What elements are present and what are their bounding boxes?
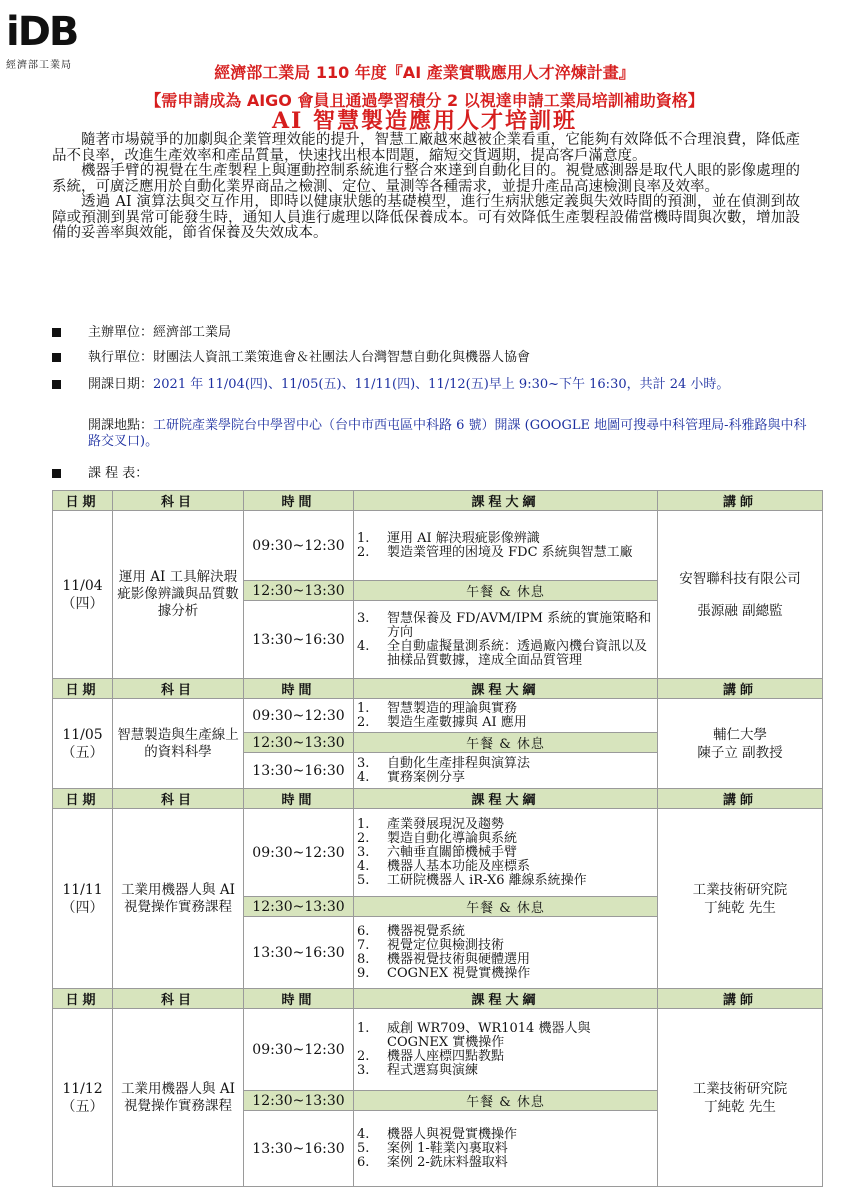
outline-item — [357, 716, 654, 730]
instructor-name: 張源融 副總監 — [697, 602, 783, 619]
header-instructor: 講師 — [658, 789, 823, 809]
afternoon-time: 13:30~16:30 — [244, 601, 354, 679]
header-date: 日期 — [53, 789, 113, 809]
session-instructor — [658, 699, 823, 789]
weekday-text: （四） — [61, 899, 104, 916]
instructor-org: 工業技術研究院 — [692, 1080, 788, 1097]
outline-number: 3. — [357, 844, 370, 860]
logo-mark: iDB — [6, 9, 78, 55]
session-instructor — [658, 1009, 823, 1187]
executor-label: 執行單位： — [88, 350, 154, 365]
table-header-row — [53, 491, 823, 511]
outline-item — [357, 757, 654, 771]
location-value: 工研院產業學院台中學習中心（台中市西屯區中科路 6 號）開課 (GOOGLE 地圖可搜尋中科管理局-科雅路與中科路交叉口)。 — [88, 418, 807, 449]
outline-text: 機器視覺技術與硬體選用 — [387, 951, 531, 967]
header-instructor: 講師 — [658, 491, 823, 511]
dates-label: 開課日期： — [88, 377, 154, 392]
program-title: 經濟部工業局 110 年度『AI 產業實戰應用人才淬煉計畫』 — [214, 63, 635, 82]
weekday-text: （五） — [61, 744, 104, 761]
header-date: 日期 — [53, 989, 113, 1009]
outline-number: 4. — [357, 769, 370, 785]
instructor-org: 輔仁大學 — [713, 726, 767, 743]
outline-text: 智慧保養及 FD/AVM/IPM 系統的實施策略和方向 — [387, 610, 652, 640]
outline-number: 1. — [357, 530, 370, 546]
outline-text: 全自動虛擬量測系統：透過廠內機台資訊以及抽樣品質數據，達成全面品質管理 — [387, 638, 648, 668]
date-text: 11/12 — [62, 1080, 103, 1097]
outline-text: 機器人基本功能及座標系 — [387, 858, 531, 874]
date-text: 11/04 — [62, 577, 103, 594]
outline-number: 2. — [357, 544, 370, 560]
date-text: 11/11 — [62, 881, 103, 898]
lunch-time: 12:30~13:30 — [244, 733, 354, 753]
header-subject: 科目 — [113, 989, 244, 1009]
intro-paragraph: 透過 AI 演算法與交互作用，即時以健康狀態的基礎模型，進行生病狀態定義與失效時間的預測，並在偵測到故障或預測到異常可能發生時，通知人員進行處理以降低保養成本。可有效降低生產製程設備當機時間與次數，增加設備的妥善率與效能，節省保養及失效成本。 — [52, 194, 800, 241]
outline-number: 4. — [357, 858, 370, 874]
outline-item — [357, 1128, 654, 1142]
outline-number: 4. — [357, 638, 370, 654]
intro-text — [52, 133, 800, 242]
instructor-name: 陳子立 副教授 — [697, 744, 783, 761]
outline-number: 6. — [357, 1154, 370, 1170]
outline-text: 案例 1-鞋業內裏取料 — [387, 1140, 508, 1156]
afternoon-outline — [354, 917, 658, 989]
morning-time: 09:30~12:30 — [244, 809, 354, 897]
schedule-heading: 課 程 表： — [88, 466, 149, 481]
header-time: 時間 — [244, 989, 354, 1009]
outline-number: 2. — [357, 1048, 370, 1064]
outline-text: 機器視覺系統 — [387, 923, 466, 939]
lunch-time: 12:30~13:30 — [244, 581, 354, 601]
outline-text: 視覺定位與檢測技術 — [387, 937, 505, 953]
dates-value: 2021 年 11/04(四)、11/05(五)、11/11(四)、11/12(五)早上 9:30~下午 16:30，共計 24 小時。 — [153, 377, 730, 392]
morning-outline — [354, 1009, 658, 1091]
organizer-value: 經濟部工業局 — [153, 325, 232, 340]
outline-number: 4. — [357, 1126, 370, 1142]
session-subject: 工業用機器人與 AI 視覺操作實務課程 — [113, 1009, 244, 1187]
outline-text: 機器人與視覺實機操作 — [387, 1126, 518, 1142]
outline-item — [357, 939, 654, 953]
session-date — [53, 1009, 113, 1187]
square-bullet-icon — [52, 469, 61, 478]
outline-item — [357, 1064, 654, 1078]
lunch-label: 午餐 & 休息 — [354, 581, 658, 601]
morning-outline — [354, 511, 658, 581]
outline-item — [357, 1156, 654, 1170]
outline-number: 3. — [357, 755, 370, 771]
outline-item — [357, 640, 654, 668]
outline-number: 6. — [357, 923, 370, 939]
outline-text: 實務案例分享 — [387, 769, 466, 785]
header-outline: 課程大綱 — [354, 679, 658, 699]
morning-time: 09:30~12:30 — [244, 1009, 354, 1091]
outline-item — [357, 967, 654, 981]
outline-item — [357, 532, 654, 546]
morning-time: 09:30~12:30 — [244, 699, 354, 733]
session-am-row — [53, 809, 823, 897]
lunch-label: 午餐 & 休息 — [354, 1091, 658, 1111]
header-instructor: 講師 — [658, 989, 823, 1009]
header-date: 日期 — [53, 679, 113, 699]
square-bullet-icon — [52, 328, 61, 337]
outline-text: 製造業管理的困境及 FDC 系統與智慧工廠 — [387, 544, 633, 560]
outline-number: 7. — [357, 937, 370, 953]
header-subject: 科目 — [113, 789, 244, 809]
session-date — [53, 511, 113, 679]
outline-item — [357, 860, 654, 874]
session-subject: 運用 AI 工具解決瑕疵影像辨識與品質數據分析 — [113, 511, 244, 679]
outline-number: 5. — [357, 872, 370, 888]
logo-subtitle: 經濟部工業局 — [6, 60, 72, 71]
outline-item — [357, 832, 654, 846]
outline-item — [357, 546, 654, 560]
weekday-text: （四） — [61, 595, 104, 612]
outline-text: 產業發展現況及趨勢 — [387, 816, 505, 832]
morning-outline — [354, 699, 658, 733]
outline-text: 案例 2-銑床料盤取料 — [387, 1154, 508, 1170]
session-subject: 智慧製造與生產線上的資料科學 — [113, 699, 244, 789]
square-bullet-icon — [52, 380, 61, 389]
header-outline: 課程大綱 — [354, 989, 658, 1009]
outline-item — [357, 702, 654, 716]
outline-item — [357, 846, 654, 860]
morning-time: 09:30~12:30 — [244, 511, 354, 581]
outline-text: 運用 AI 解決瑕疵影像辨識 — [387, 530, 540, 546]
outline-text: 機器人座標四點教點 — [387, 1048, 505, 1064]
session-date — [53, 809, 113, 989]
instructor-name: 丁純乾 先生 — [704, 899, 776, 916]
header-time: 時間 — [244, 679, 354, 699]
instructor-name: 丁純乾 先生 — [704, 1098, 776, 1115]
header-subject: 科目 — [113, 491, 244, 511]
outline-item — [357, 1022, 654, 1050]
instructor-org: 工業技術研究院 — [692, 881, 788, 898]
outline-number: 3. — [357, 1062, 370, 1078]
header-instructor: 講師 — [658, 679, 823, 699]
outline-number: 9. — [357, 965, 370, 981]
afternoon-outline — [354, 1111, 658, 1187]
header-outline: 課程大綱 — [354, 491, 658, 511]
afternoon-outline — [354, 753, 658, 789]
location-label: 開課地點： — [88, 418, 154, 433]
afternoon-time: 13:30~16:30 — [244, 753, 354, 789]
outline-number: 1. — [357, 700, 370, 716]
executor-value: 財團法人資訊工業策進會＆社團法人台灣智慧自動化與機器人協會 — [153, 350, 531, 365]
outline-item — [357, 874, 654, 888]
afternoon-time: 13:30~16:30 — [244, 917, 354, 989]
square-bullet-icon — [52, 353, 61, 362]
instructor-org: 安智聯科技有限公司 — [679, 570, 801, 587]
outline-number: 2. — [357, 714, 370, 730]
outline-text: 程式選寫與演練 — [387, 1062, 479, 1078]
outline-item — [357, 818, 654, 832]
outline-item — [357, 612, 654, 640]
outline-text: 六軸垂直關節機械手臂 — [387, 844, 518, 860]
course-title: AI 智慧製造應用人才培訓班 — [271, 108, 578, 134]
header-subject: 科目 — [113, 679, 244, 699]
outline-number: 5. — [357, 1140, 370, 1156]
outline-text: 製造自動化導論與系統 — [387, 830, 518, 846]
outline-text: 自動化生產排程與演算法 — [387, 755, 531, 771]
header-outline: 課程大綱 — [354, 789, 658, 809]
date-text: 11/05 — [62, 726, 103, 743]
afternoon-outline — [354, 601, 658, 679]
schedule-table — [52, 490, 823, 1187]
outline-text: COGNEX 視覺實機操作 — [387, 965, 531, 981]
session-instructor — [658, 511, 823, 679]
header-time: 時間 — [244, 789, 354, 809]
outline-number: 1. — [357, 816, 370, 832]
outline-text: 工研院機器人 iR-X6 離線系統操作 — [387, 872, 587, 888]
intro-paragraph: 隨著市場競爭的加劇與企業管理效能的提升，智慧工廠越來越被企業看重，它能夠有效降低不合理浪費，降低產品不良率，改進生產效率和產品質量，快速找出根本問題，縮短交貨週期，提高客戶滿意度。 — [52, 132, 800, 164]
outline-item — [357, 1142, 654, 1156]
outline-text: 智慧製造的理論與實務 — [387, 700, 518, 716]
table-header-row — [53, 679, 823, 699]
session-am-row — [53, 1009, 823, 1091]
afternoon-time: 13:30~16:30 — [244, 1111, 354, 1187]
outline-item — [357, 925, 654, 939]
outline-text: 製造生產數據與 AI 應用 — [387, 714, 527, 730]
header-date: 日期 — [53, 491, 113, 511]
eligibility-note: 【需申請成為 AIGO 會員且通過學習積分 2 以視達申請工業局培訓補助資格】 — [145, 91, 704, 110]
session-am-row — [53, 699, 823, 733]
header-time: 時間 — [244, 491, 354, 511]
session-instructor — [658, 809, 823, 989]
weekday-text: （五） — [61, 1098, 104, 1115]
session-subject: 工業用機器人與 AI 視覺操作實務課程 — [113, 809, 244, 989]
outline-text: 威創 WR709、WR1014 機器人與 COGNEX 實機操作 — [387, 1020, 591, 1050]
lunch-time: 12:30~13:30 — [244, 1091, 354, 1111]
outline-item — [357, 953, 654, 967]
outline-number: 3. — [357, 610, 370, 626]
outline-number: 1. — [357, 1020, 370, 1036]
session-date — [53, 699, 113, 789]
session-am-row — [53, 511, 823, 581]
intro-paragraph: 機器手臂的視覺在生產製程上與運動控制系統進行整合來達到自動化目的。視覺感測器是取代人眼的影像處理的系統，可廣泛應用於自動化業界商品之檢測、定位、量測等各種需求，並提升產品高速檢測良率及效率。 — [52, 163, 800, 195]
organizer-label: 主辦單位： — [88, 325, 154, 340]
outline-number: 2. — [357, 830, 370, 846]
outline-number: 8. — [357, 951, 370, 967]
outline-item — [357, 771, 654, 785]
lunch-label: 午餐 & 休息 — [354, 897, 658, 917]
lunch-time: 12:30~13:30 — [244, 897, 354, 917]
morning-outline — [354, 809, 658, 897]
table-header-row — [53, 989, 823, 1009]
lunch-label: 午餐 & 休息 — [354, 733, 658, 753]
outline-item — [357, 1050, 654, 1064]
table-header-row — [53, 789, 823, 809]
